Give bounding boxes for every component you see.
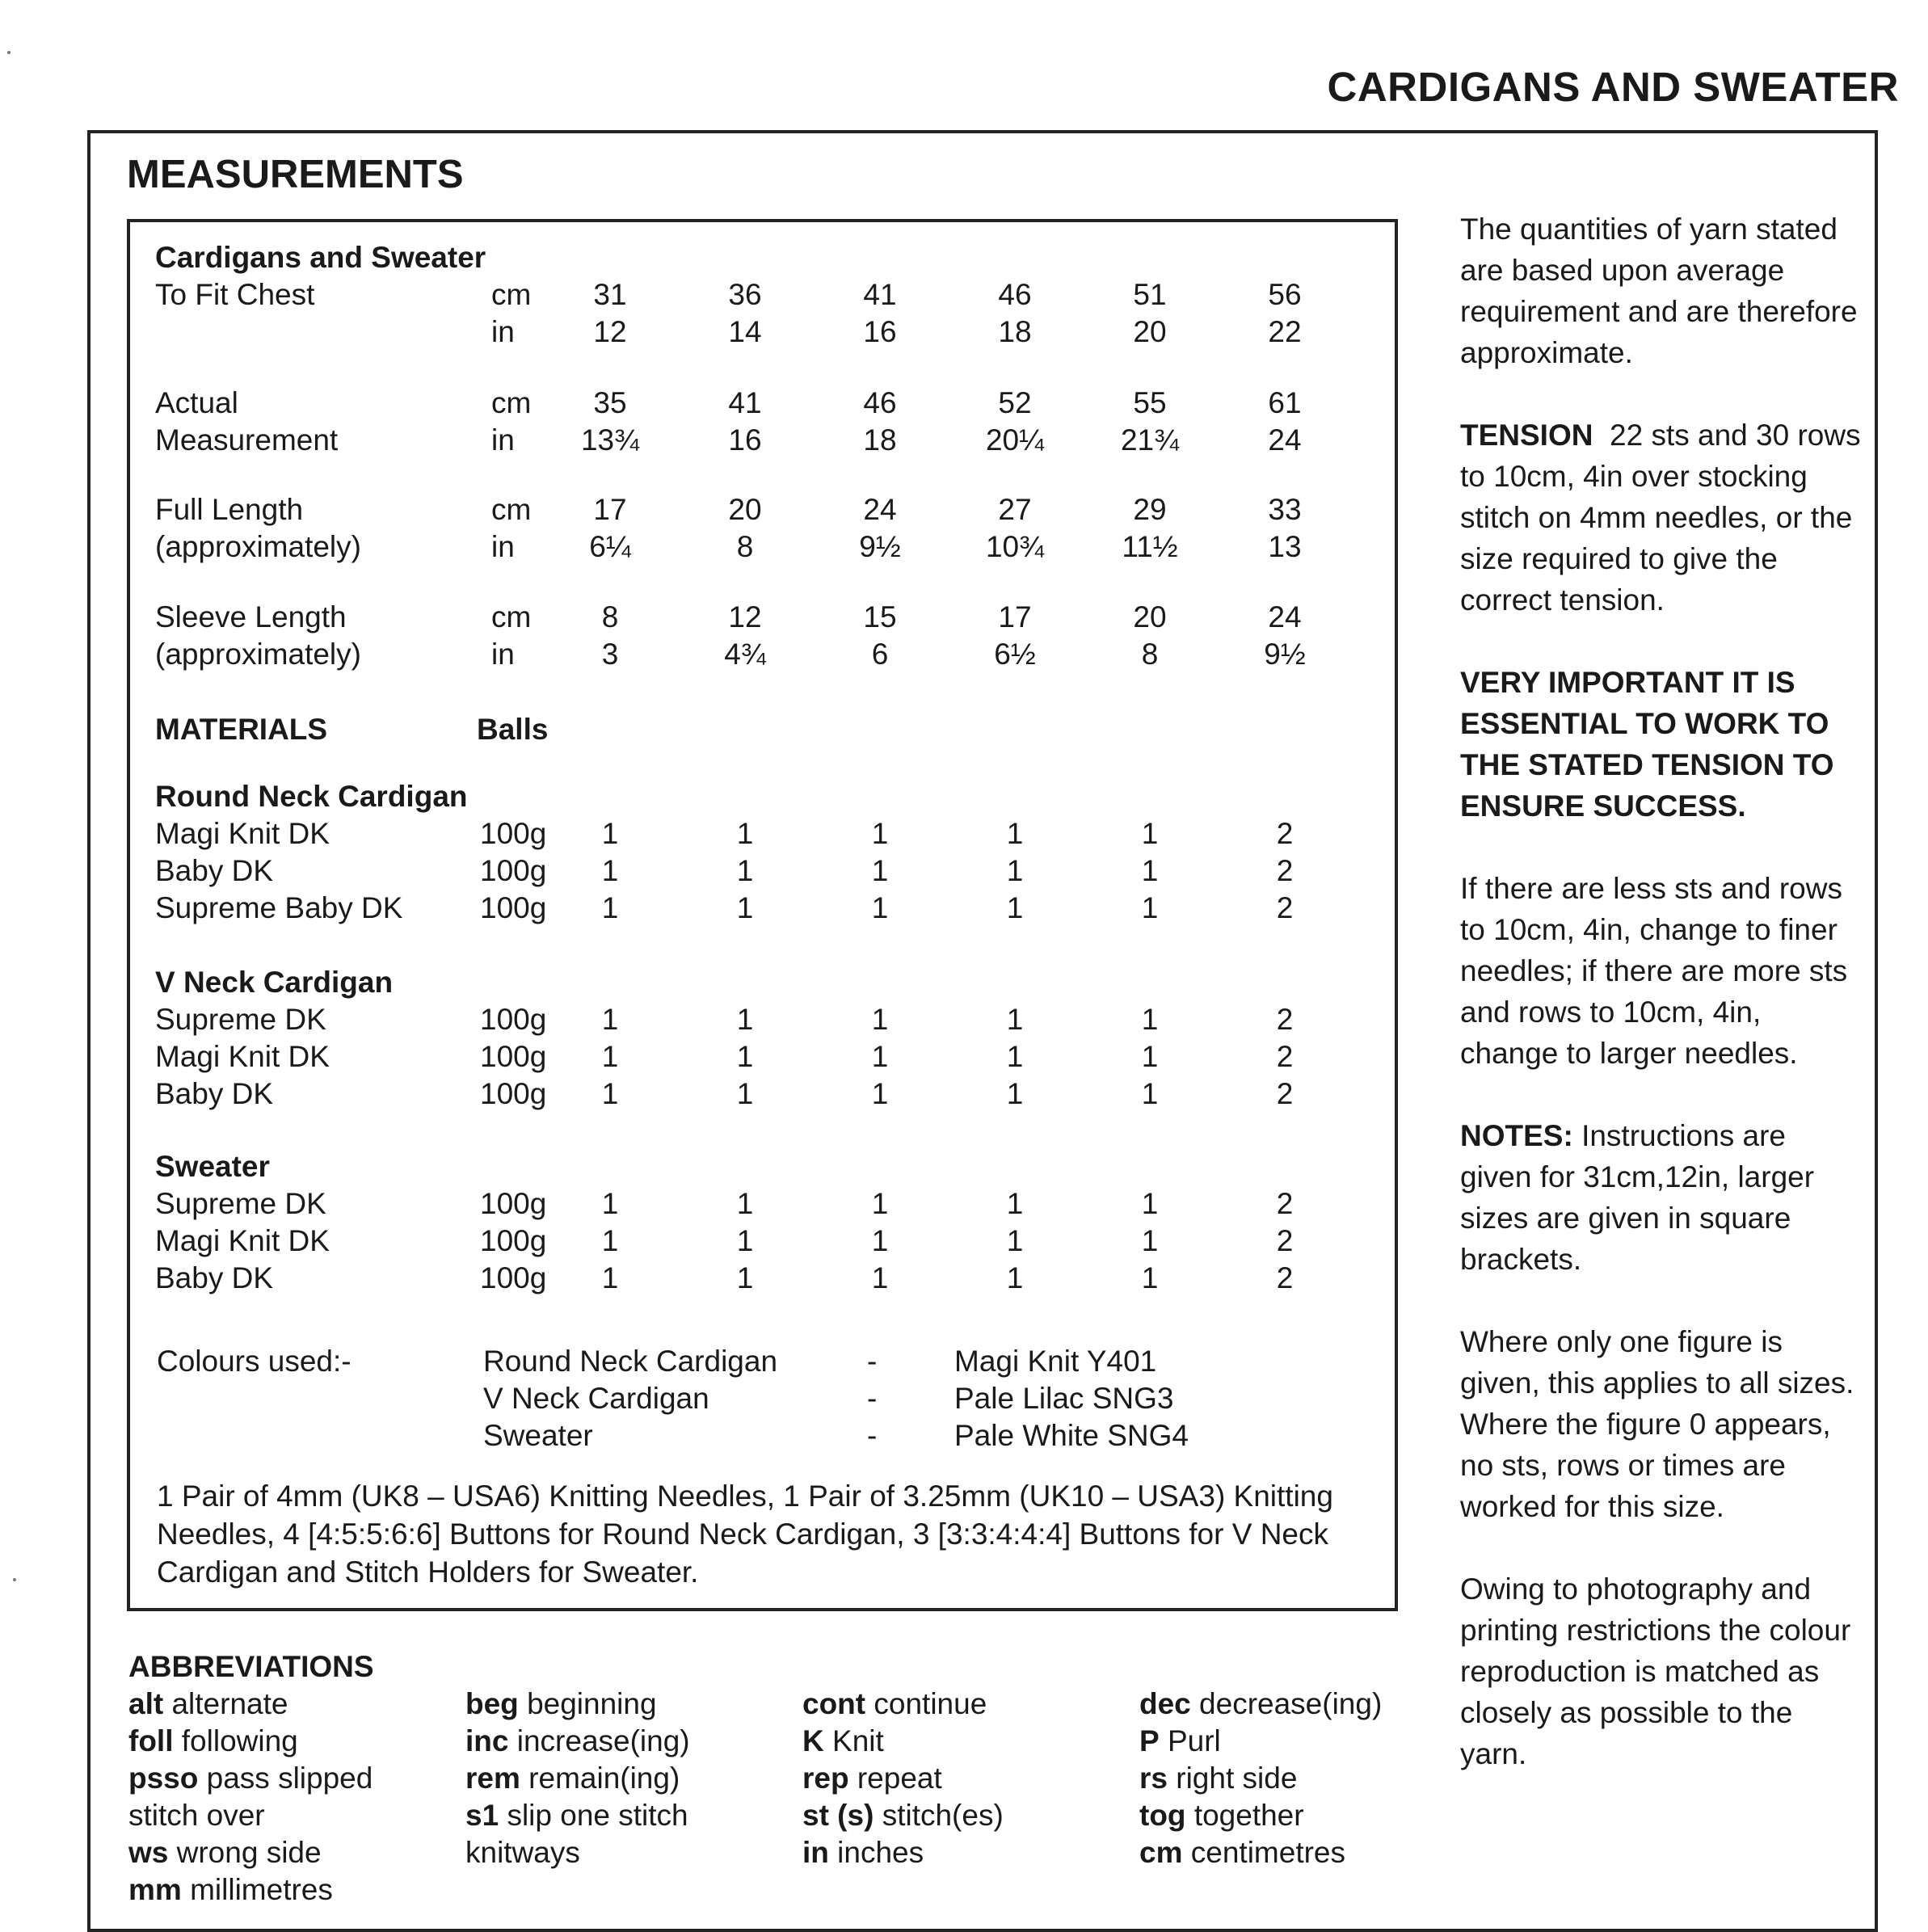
needles-text: 1 Pair of 4mm (UK8 – USA6) Knitting Needles, 1 Pair of 3.25mm (UK10 – USA3) Knitting Needles, 4 [4:5:5:6:6] Buttons for Round Neck Cardigan, 3 [3:3:4:4:4] Buttons for V Neck Cardigan and Stitch Holders for Sweater. — [157, 1480, 1333, 1589]
size-value-in: 22 — [1268, 315, 1302, 348]
abbreviation-key: beg — [465, 1687, 519, 1720]
ball-quantity: 1 — [736, 891, 754, 924]
ball-quantity: 1 — [601, 1187, 619, 1220]
colour-garment: Sweater — [483, 1419, 593, 1452]
abbreviation-meaning: stitch over — [128, 1799, 265, 1832]
ball-quantity: 1 — [1141, 1040, 1159, 1073]
size-value-cm: 12 — [728, 600, 762, 633]
abbreviation-entry — [128, 1723, 298, 1760]
abbreviation-entry — [1139, 1797, 1304, 1834]
abbreviation-entry — [1139, 1723, 1221, 1760]
ball-quantity: 2 — [1276, 1077, 1294, 1110]
abbreviation-meaning: pass slipped — [206, 1762, 373, 1795]
yarn-weight: 100g — [480, 1261, 547, 1294]
abbreviation-key: mm — [128, 1873, 182, 1906]
sidebar-tension — [1460, 415, 1864, 621]
sidebar-quantities-note: The quantities of yarn stated are based upon average requirement and are therefore approximate. — [1460, 213, 1858, 369]
colour-value: Pale White SNG4 — [954, 1419, 1189, 1452]
abbreviation-key: in — [802, 1836, 829, 1869]
tension-text: 22 sts and 30 rows to 10cm, 4in over stocking stitch on 4mm needles, or the size required to give the correct tension. — [1460, 419, 1861, 617]
size-value-in: 16 — [728, 423, 762, 457]
ball-quantity: 1 — [1141, 1224, 1159, 1257]
abbreviation-meaning: Knit — [832, 1724, 884, 1757]
ball-quantity: 1 — [1006, 1187, 1024, 1220]
abbreviation-key: rs — [1139, 1762, 1168, 1795]
ball-quantity: 1 — [871, 1040, 889, 1073]
size-value-in: 11½ — [1122, 530, 1178, 563]
yarn-name: Magi Knit DK — [155, 1040, 330, 1073]
abbreviation-key: foll — [128, 1724, 174, 1757]
abbreviation-key: rem — [465, 1762, 520, 1795]
abbreviation-meaning: slip one stitch — [507, 1799, 688, 1832]
ball-quantity: 1 — [736, 1040, 754, 1073]
ball-quantity: 1 — [1006, 1040, 1024, 1073]
ball-quantity: 1 — [871, 1187, 889, 1220]
tension-label: TENSION — [1460, 419, 1593, 452]
size-value-cm: 15 — [863, 600, 897, 633]
ball-quantity: 1 — [736, 1261, 754, 1294]
yarn-weight: 100g — [480, 817, 547, 850]
abbreviation-meaning: right side — [1176, 1762, 1298, 1795]
sidebar — [1460, 208, 1864, 1774]
size-value-in: 24 — [1268, 423, 1302, 457]
abbreviation-entry — [128, 1797, 265, 1834]
yarn-weight: 100g — [480, 891, 547, 924]
ball-quantity: 1 — [871, 1077, 889, 1110]
sidebar-figures-note: Where only one figure is given, this applies to all sizes. Where the figure 0 appears, no sts, rows or times are worked for this size. — [1460, 1325, 1854, 1523]
yarn-weight: 100g — [480, 1040, 547, 1073]
yarn-name: Magi Knit DK — [155, 817, 330, 850]
size-value-cm: 20 — [728, 493, 762, 526]
size-value-in: 8 — [1141, 638, 1159, 671]
abbreviation-entry — [802, 1760, 942, 1797]
ball-quantity: 1 — [601, 1261, 619, 1294]
ball-quantity: 1 — [601, 1040, 619, 1073]
ball-quantity: 1 — [1006, 854, 1024, 887]
unit-label: in — [491, 315, 515, 348]
row-label: To Fit Chest — [155, 278, 315, 311]
ball-quantity: 1 — [1141, 854, 1159, 887]
yarn-weight: 100g — [480, 1077, 547, 1110]
unit-label: cm — [491, 278, 532, 311]
abbreviation-meaning: knitways — [465, 1836, 580, 1869]
measurements-title: MEASUREMENTS — [127, 153, 464, 196]
ball-quantity: 2 — [1276, 1261, 1294, 1294]
ball-quantity: 2 — [1276, 891, 1294, 924]
size-value-cm: 27 — [998, 493, 1032, 526]
size-value-cm: 46 — [998, 278, 1032, 311]
abbreviation-meaning: wrong side — [176, 1836, 322, 1869]
abbreviations-title: ABBREVIATIONS — [128, 1650, 374, 1683]
size-value-in: 12 — [593, 315, 627, 348]
abbreviation-key: st (s) — [802, 1799, 874, 1832]
size-value-in: 16 — [863, 315, 897, 348]
size-value-cm: 46 — [863, 386, 897, 419]
scan-speck — [13, 1578, 16, 1581]
abbreviation-meaning: inches — [837, 1836, 924, 1869]
size-value-in: 14 — [728, 315, 762, 348]
notes-text: Instructions are given for 31cm,12in, larger sizes are given in square brackets. — [1460, 1119, 1815, 1276]
sidebar-notes — [1460, 1115, 1864, 1280]
size-value-in: 8 — [736, 530, 754, 563]
ball-quantity: 1 — [1141, 1261, 1159, 1294]
ball-quantity: 1 — [736, 1003, 754, 1036]
abbreviation-key: alt — [128, 1687, 164, 1720]
abbreviation-meaning: beginning — [527, 1687, 657, 1720]
size-value-cm: 29 — [1133, 493, 1167, 526]
abbreviation-entry — [128, 1686, 288, 1723]
ball-quantity: 2 — [1276, 1224, 1294, 1257]
size-value-cm: 56 — [1268, 278, 1302, 311]
size-value-in: 9½ — [1264, 638, 1306, 671]
abbreviation-meaning: remain(ing) — [528, 1762, 680, 1795]
material-group-title: Sweater — [155, 1150, 270, 1183]
ball-quantity: 1 — [871, 891, 889, 924]
size-value-in: 6½ — [994, 638, 1036, 671]
unit-label: in — [491, 423, 515, 457]
ball-quantity: 1 — [601, 1003, 619, 1036]
colour-dash: - — [867, 1382, 878, 1415]
ball-quantity: 1 — [1006, 1224, 1024, 1257]
colour-value: Pale Lilac SNG3 — [954, 1382, 1174, 1415]
abbreviation-meaning: decrease(ing) — [1199, 1687, 1383, 1720]
size-value-cm: 55 — [1133, 386, 1167, 419]
abbreviation-key: psso — [128, 1762, 199, 1795]
sidebar-important: VERY IMPORTANT IT IS ESSENTIAL TO WORK TO THE STATED TENSION TO ENSURE SUCCESS. — [1460, 666, 1834, 823]
abbreviation-entry — [1139, 1686, 1382, 1723]
abbreviation-key: rep — [802, 1762, 849, 1795]
size-value-in: 13¾ — [580, 423, 639, 457]
yarn-weight: 100g — [480, 1003, 547, 1036]
yarn-name: Magi Knit DK — [155, 1224, 330, 1257]
ball-quantity: 1 — [601, 854, 619, 887]
row-label: Measurement — [155, 423, 339, 457]
abbreviation-key: s1 — [465, 1799, 499, 1832]
size-value-cm: 17 — [998, 600, 1032, 633]
yarn-name: Baby DK — [155, 854, 274, 887]
group-title: Cardigans and Sweater — [155, 241, 486, 274]
ball-quantity: 2 — [1276, 1187, 1294, 1220]
material-group-title: V Neck Cardigan — [155, 966, 394, 999]
ball-quantity: 2 — [1276, 854, 1294, 887]
size-value-cm: 20 — [1133, 600, 1167, 633]
yarn-weight: 100g — [480, 1224, 547, 1257]
abbreviation-entry — [128, 1834, 322, 1871]
abbreviation-entry — [802, 1723, 884, 1760]
ball-quantity: 1 — [871, 854, 889, 887]
balls-label: Balls — [477, 713, 549, 746]
size-value-in: 18 — [863, 423, 897, 457]
abbreviation-entry — [128, 1871, 333, 1909]
abbreviation-entry — [465, 1723, 690, 1760]
unit-label: cm — [491, 600, 532, 633]
materials-label: MATERIALS — [155, 713, 328, 746]
row-label: Sleeve Length — [155, 600, 347, 633]
size-value-cm: 33 — [1268, 493, 1302, 526]
colour-garment: V Neck Cardigan — [483, 1382, 709, 1415]
abbreviation-meaning: Purl — [1167, 1724, 1221, 1757]
unit-label: cm — [491, 386, 532, 419]
row-label: (approximately) — [155, 530, 361, 563]
size-value-in: 13 — [1268, 530, 1302, 563]
abbreviation-meaning: centimetres — [1190, 1836, 1345, 1869]
abbreviation-meaning: stitch(es) — [882, 1799, 1004, 1832]
yarn-name: Supreme Baby DK — [155, 891, 403, 924]
abbreviation-key: K — [802, 1724, 824, 1757]
abbreviation-meaning: together — [1193, 1799, 1304, 1832]
material-group-title: Round Neck Cardigan — [155, 780, 468, 813]
colour-value: Magi Knit Y401 — [954, 1345, 1157, 1378]
size-value-in: 6¼ — [589, 530, 631, 563]
abbreviation-entry — [802, 1797, 1004, 1834]
size-value-in: 9½ — [859, 530, 901, 563]
abbreviation-entry — [802, 1686, 987, 1723]
yarn-name: Supreme DK — [155, 1187, 326, 1220]
size-value-in: 21¾ — [1120, 423, 1179, 457]
size-value-in: 20 — [1133, 315, 1167, 348]
yarn-weight: 100g — [480, 854, 547, 887]
size-value-cm: 51 — [1133, 278, 1167, 311]
colour-dash: - — [867, 1419, 878, 1452]
size-value-in: 20¼ — [985, 423, 1044, 457]
abbreviation-entry — [465, 1760, 680, 1797]
ball-quantity: 1 — [1141, 891, 1159, 924]
size-value-cm: 52 — [998, 386, 1032, 419]
size-value-cm: 36 — [728, 278, 762, 311]
size-value-in: 10¾ — [985, 530, 1044, 563]
ball-quantity: 1 — [1141, 1003, 1159, 1036]
ball-quantity: 1 — [601, 1224, 619, 1257]
yarn-name: Baby DK — [155, 1077, 274, 1110]
abbreviation-key: ws — [128, 1836, 169, 1869]
ball-quantity: 1 — [736, 854, 754, 887]
yarn-name: Baby DK — [155, 1261, 274, 1294]
ball-quantity: 2 — [1276, 1003, 1294, 1036]
abbreviation-meaning: continue — [873, 1687, 987, 1720]
sidebar-colour-note: Owing to photography and printing restrictions the colour reproduction is matched as closely as possible to the yarn. — [1460, 1572, 1851, 1770]
row-label: (approximately) — [155, 638, 361, 671]
colours-label: Colours used:- — [157, 1345, 352, 1378]
ball-quantity: 1 — [871, 1003, 889, 1036]
abbreviation-meaning: alternate — [171, 1687, 288, 1720]
abbreviation-entry — [128, 1760, 373, 1797]
abbreviation-meaning: following — [181, 1724, 298, 1757]
abbreviation-meaning: millimetres — [190, 1873, 333, 1906]
size-value-in: 3 — [601, 638, 619, 671]
ball-quantity: 1 — [601, 1077, 619, 1110]
abbreviation-entry — [465, 1797, 688, 1834]
ball-quantity: 1 — [601, 891, 619, 924]
size-value-cm: 24 — [1268, 600, 1302, 633]
abbreviation-key: cm — [1139, 1836, 1183, 1869]
abbreviation-entry — [802, 1834, 924, 1871]
ball-quantity: 1 — [1141, 817, 1159, 850]
abbreviation-key: P — [1139, 1724, 1160, 1757]
unit-label: cm — [491, 493, 532, 526]
ball-quantity: 1 — [736, 1187, 754, 1220]
ball-quantity: 1 — [871, 1261, 889, 1294]
row-label: Actual — [155, 386, 238, 419]
abbreviation-meaning: repeat — [857, 1762, 942, 1795]
ball-quantity: 1 — [1006, 891, 1024, 924]
ball-quantity: 1 — [1141, 1077, 1159, 1110]
yarn-weight: 100g — [480, 1187, 547, 1220]
size-value-cm: 41 — [728, 386, 762, 419]
ball-quantity: 1 — [1006, 1003, 1024, 1036]
size-value-in: 6 — [871, 638, 889, 671]
ball-quantity: 1 — [1006, 1077, 1024, 1110]
ball-quantity: 2 — [1276, 817, 1294, 850]
abbreviation-key: inc — [465, 1724, 509, 1757]
notes-label: NOTES: — [1460, 1119, 1573, 1152]
ball-quantity: 1 — [736, 1077, 754, 1110]
size-value-cm: 31 — [593, 278, 627, 311]
row-label: Full Length — [155, 493, 304, 526]
ball-quantity: 1 — [1006, 817, 1024, 850]
ball-quantity: 1 — [1141, 1187, 1159, 1220]
ball-quantity: 1 — [736, 1224, 754, 1257]
abbreviation-entry — [465, 1834, 580, 1871]
size-value-cm: 61 — [1268, 386, 1302, 419]
colour-dash: - — [867, 1345, 878, 1378]
abbreviation-key: cont — [802, 1687, 866, 1720]
size-value-cm: 17 — [593, 493, 627, 526]
yarn-name: Supreme DK — [155, 1003, 326, 1036]
size-value-cm: 8 — [601, 600, 619, 633]
ball-quantity: 1 — [871, 817, 889, 850]
size-value-in: 4¾ — [724, 638, 766, 671]
size-value-cm: 41 — [863, 278, 897, 311]
ball-quantity: 2 — [1276, 1040, 1294, 1073]
abbreviation-key: tog — [1139, 1799, 1186, 1832]
ball-quantity: 1 — [601, 817, 619, 850]
size-value-cm: 35 — [593, 386, 627, 419]
sidebar-needle-change: If there are less sts and rows to 10cm, 4in, change to finer needles; if there are more sts and rows to 10cm, 4in, change to larger needles. — [1460, 872, 1848, 1070]
ball-quantity: 1 — [736, 817, 754, 850]
colour-garment: Round Neck Cardigan — [483, 1345, 778, 1378]
scan-speck — [7, 51, 11, 54]
abbreviation-key: dec — [1139, 1687, 1191, 1720]
ball-quantity: 1 — [1006, 1261, 1024, 1294]
size-value-in: 18 — [998, 315, 1032, 348]
page-header-title: CARDIGANS AND SWEATER — [1327, 64, 1899, 110]
abbreviation-entry — [1139, 1834, 1345, 1871]
abbreviation-entry — [465, 1686, 657, 1723]
ball-quantity: 1 — [871, 1224, 889, 1257]
size-value-cm: 24 — [863, 493, 897, 526]
unit-label: in — [491, 530, 515, 563]
unit-label: in — [491, 638, 515, 671]
abbreviation-meaning: increase(ing) — [516, 1724, 690, 1757]
abbreviation-entry — [1139, 1760, 1297, 1797]
